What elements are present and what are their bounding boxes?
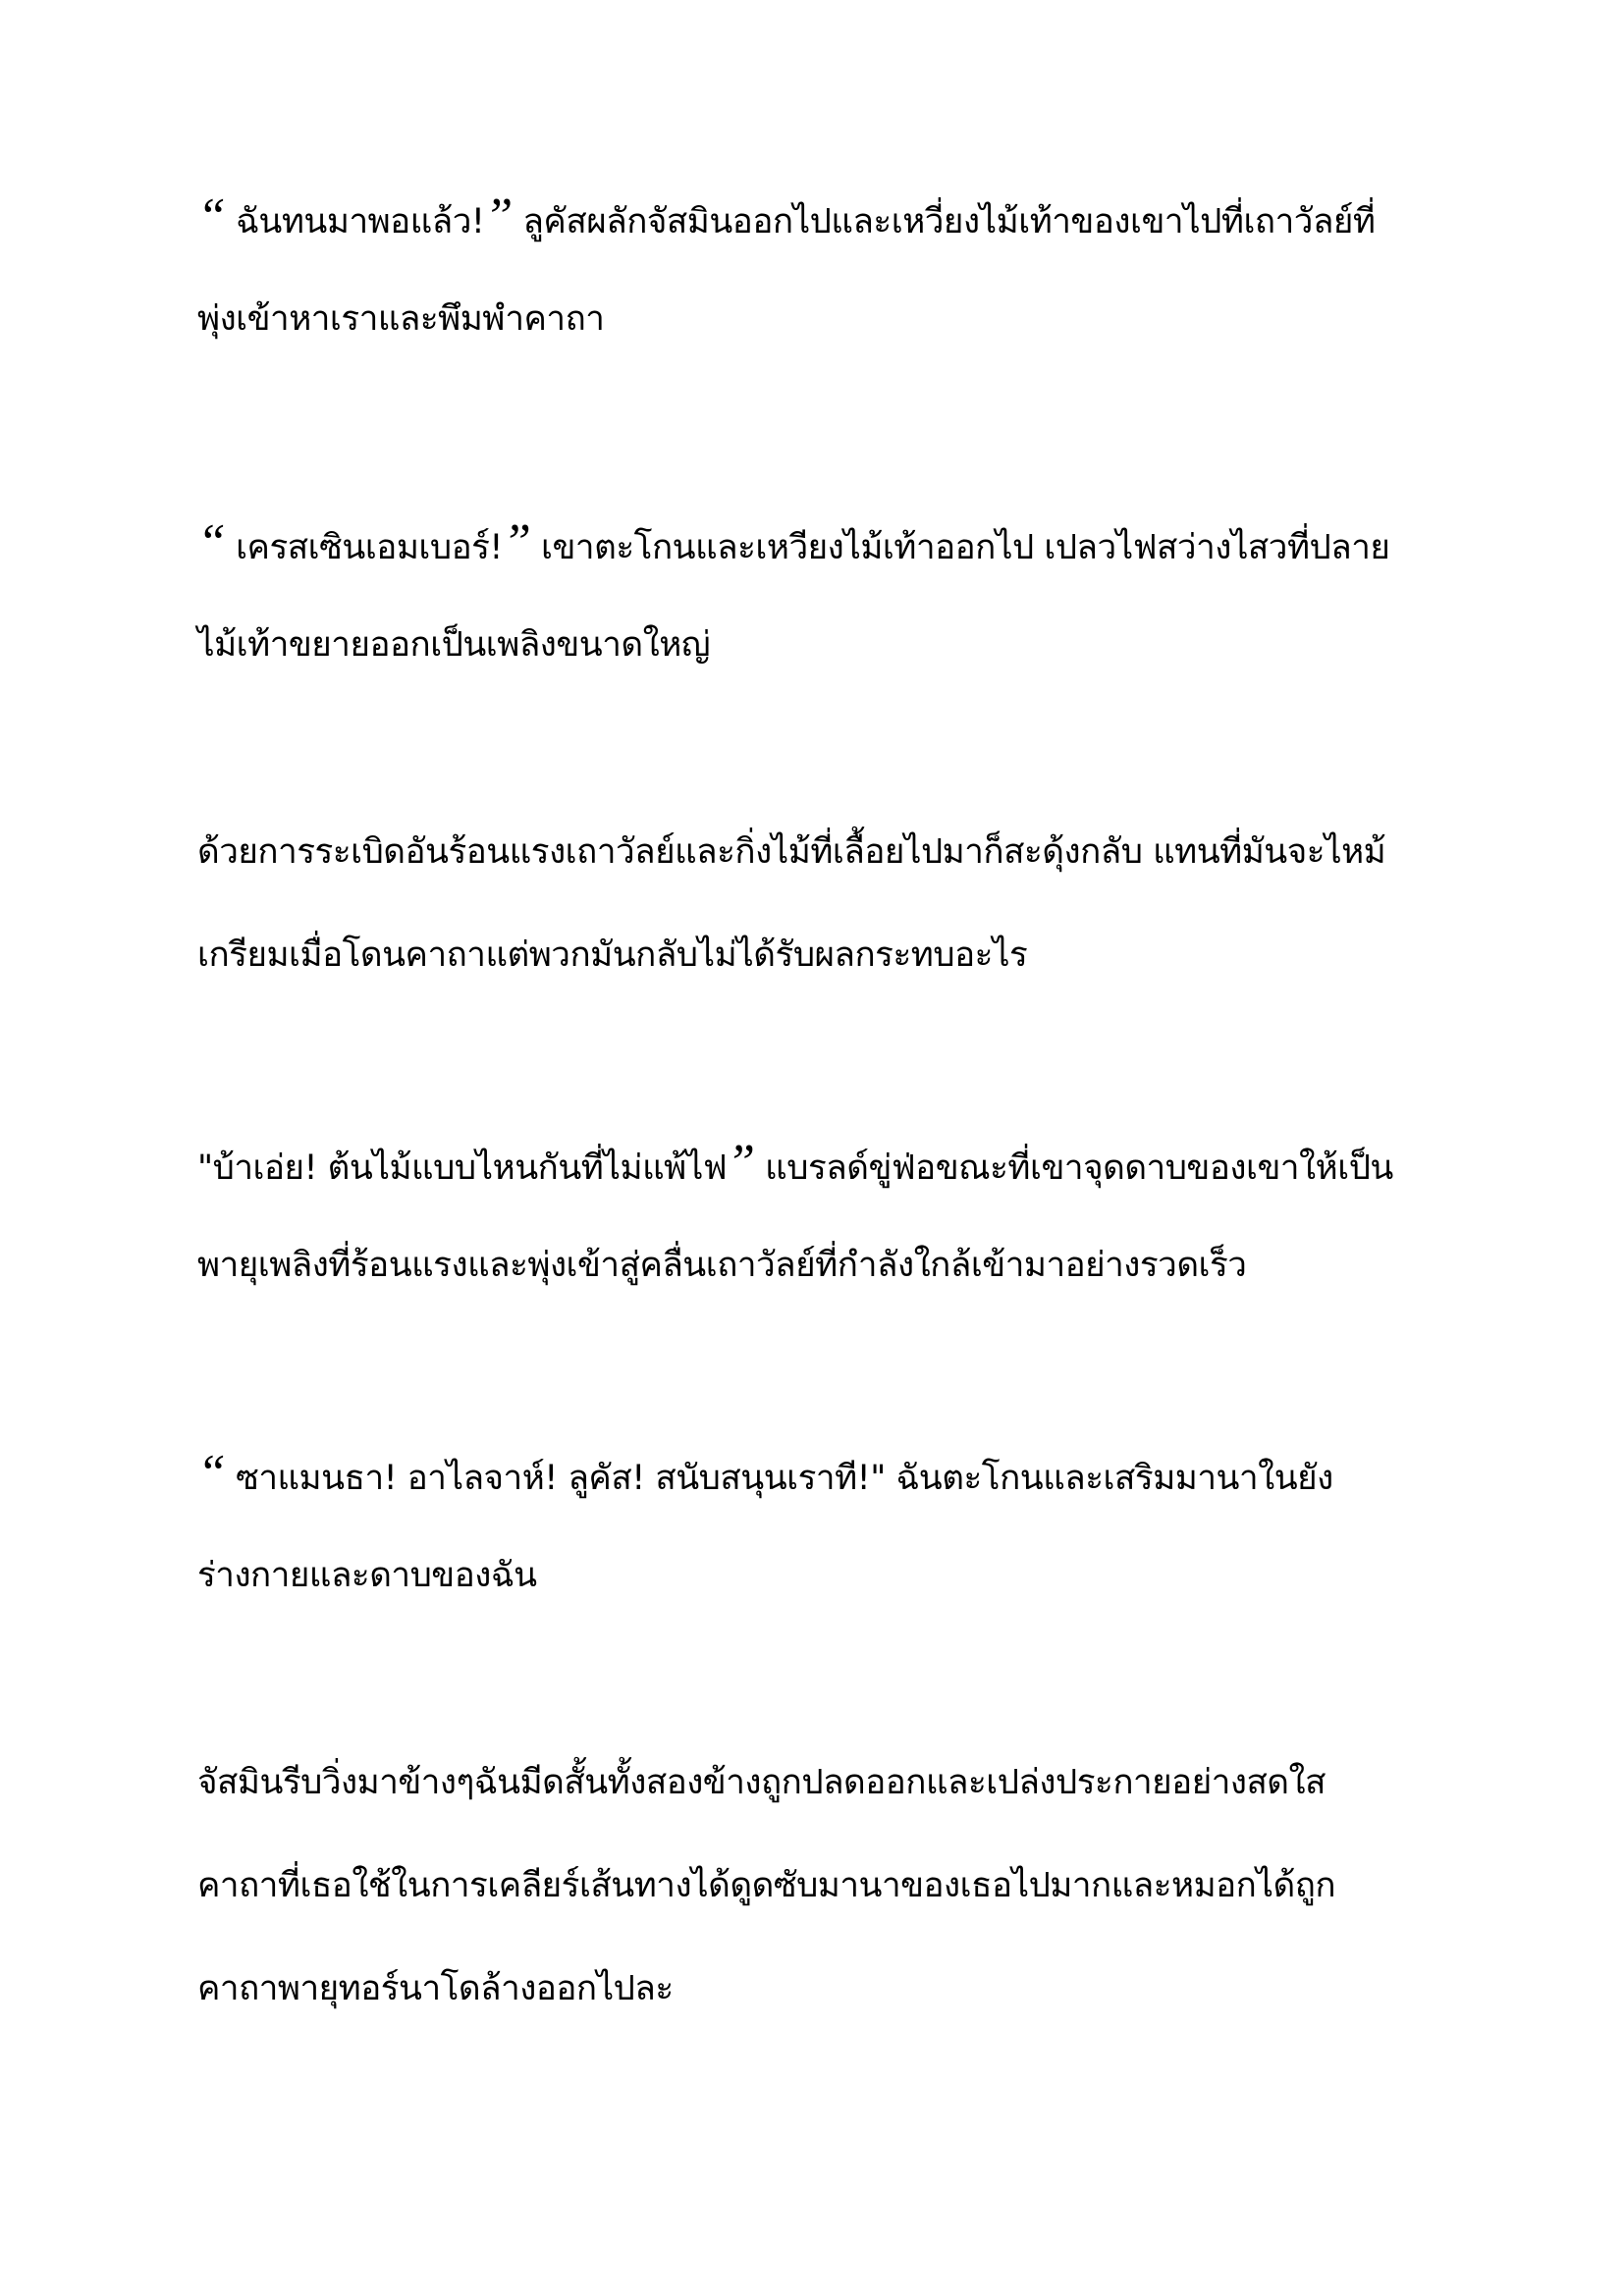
paragraph-line: ไม้เท้าขยายออกเป็นเพลิงขนาดใหญ่	[197, 625, 711, 665]
paragraph-3	[197, 801, 1464, 1007]
paragraph-line: คาถาพายุทอร์นาโดล้างออกไปละ	[197, 1969, 674, 2008]
paragraph-line: จัสมินรีบวิ่งมาข้างๆฉันมีดสั้นทั้งสองข้างถูกปลดออกและเปล่งประกายอย่างสดใส	[197, 1763, 1326, 1802]
paragraph-6	[197, 1732, 1464, 2041]
paragraph-line: ร่างกายและดาบของฉัน	[197, 1556, 537, 1595]
paragraph-5	[197, 1421, 1464, 1628]
paragraph-line: “ ซาแมนธา! อาไลจาห! ลคส! สนบสนนเราท!" ฉนตะโกนและเสรมมานาในยง	[197, 1445, 1333, 1501]
paragraph-4	[197, 1111, 1464, 1317]
paragraph-2	[197, 491, 1464, 697]
paragraph-1	[197, 165, 1464, 371]
paragraph-line: พายุเพลิงที่ร้อนแรงและพุ่งเข้าสู่คลื่นเถาวัลย์ที่กำลังใกล้เข้ามาอย่างรวดเร็ว	[197, 1246, 1247, 1285]
paragraph-line: คาถาที่เธอใช้ในการเคลียร์เส้นทางได้ดูดซับมานาของเธอไปมากและหมอกได้ถูก	[197, 1866, 1336, 1905]
paragraph-line: เกรียมเมื่อโดนคาถาแต่พวกมันกลับไม่ได้รับผลกระทบอะไร	[197, 935, 1028, 975]
paragraph-line: “ ฉนทนมาพอแลว!” ลคสผลกจสมนออกไปและเหวยงไมเทาของเขาไปทเถาวลยท	[197, 188, 1376, 244]
paragraph-line: ด้วยการระเบิดอันร้อนแรงเถาวัลย์และกิ่งไม้ที่เลื้อยไปมาก็สะดุ้งกลับ แทนที่มันจะไหม้	[197, 832, 1386, 872]
paragraph-line: “ เครสเซนเอมเบอร!” เขาตะโกนและเหวยงไมเทาออกไป เปลวไฟสวางไสวทปลาย	[197, 514, 1390, 570]
paragraph-line: พุ่งเข้าหาเราและพึมพำคาถา	[197, 299, 605, 339]
paragraph-line: "บาเอย! ตนไมแบบไหนกนทไมแพไฟ” แบรลดขฟอขณะทเขาจดดาบของเขาใหเปน	[197, 1135, 1393, 1191]
